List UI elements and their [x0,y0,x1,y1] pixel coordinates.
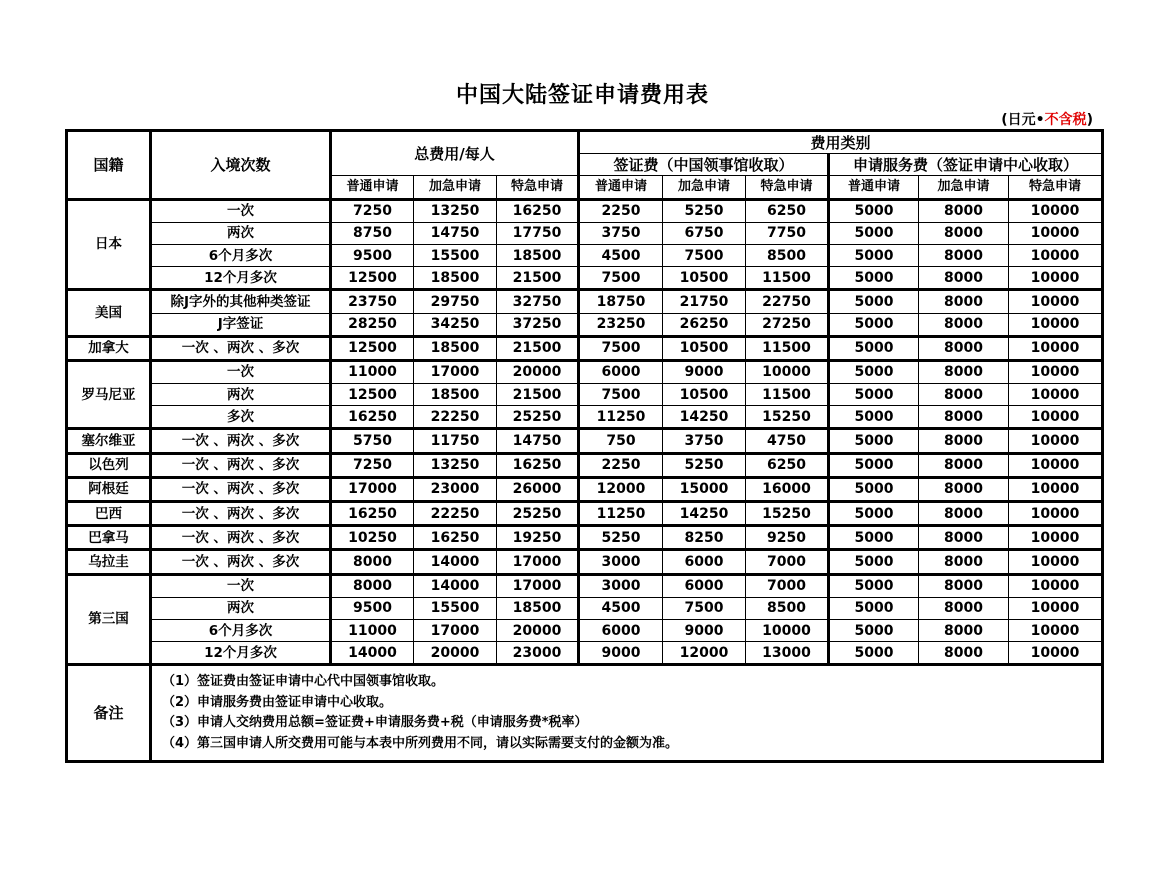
fee-cell: 5000 [829,267,919,290]
fee-cell: 10000 [1009,336,1103,360]
fee-cell: 10000 [1009,267,1103,290]
fee-cell: 6750 [663,222,746,244]
note-line-4: （4）第三国申请人所交费用可能与本表中所列费用不同，请以实际需要支付的金额为准。 [162,735,679,751]
country-cell: 罗马尼亚 [67,360,151,429]
table-row [67,502,1103,526]
fee-cell: 16250 [497,199,579,222]
fee-cell: 8000 [919,244,1009,266]
fee-cell: 750 [579,429,663,453]
fee-cell: 8000 [331,550,414,574]
fee-cell: 16250 [331,406,414,429]
fee-cell: 5000 [829,526,919,550]
fee-cell: 5000 [829,550,919,574]
fee-cell: 5000 [829,244,919,266]
fee-cell: 15250 [746,406,829,429]
entry-type-cell: 6个月多次 [151,244,331,266]
fee-cell: 11500 [746,384,829,406]
fee-cell: 16000 [746,477,829,501]
header-visa-express: 加急申请 [663,176,746,199]
fee-cell: 10000 [1009,406,1103,429]
fee-cell: 8000 [919,336,1009,360]
table-row [67,550,1103,574]
table-row [67,597,1103,619]
entry-type-cell: J字签证 [151,313,331,336]
fee-cell: 8000 [919,453,1009,477]
fee-cell: 8000 [919,526,1009,550]
header-service-normal: 普通申请 [829,176,919,199]
fee-cell: 12500 [331,267,414,290]
page-title: 中国大陆签证申请费用表 [455,83,709,108]
entry-type-cell: 两次 [151,597,331,619]
header-total-normal: 普通申请 [331,176,414,199]
entry-type-cell: 一次 [151,574,331,597]
country-cell: 日本 [67,199,151,290]
fee-cell: 6000 [579,619,663,641]
fee-cell: 5000 [829,222,919,244]
fee-cell: 12500 [331,336,414,360]
fee-cell: 14000 [331,642,414,665]
fee-cell: 7250 [331,453,414,477]
fee-cell: 10500 [663,267,746,290]
entry-type-cell: 12个月多次 [151,642,331,665]
fee-cell: 8000 [919,574,1009,597]
country-cell: 第三国 [67,574,151,665]
fee-cell: 23250 [579,313,663,336]
fee-cell: 10000 [746,619,829,641]
entry-type-cell: 多次 [151,406,331,429]
fee-cell: 14250 [663,406,746,429]
fee-cell: 37250 [497,313,579,336]
visa-fee-table [65,129,1104,763]
currency-prefix: (日元• [1001,112,1045,128]
fee-cell: 9000 [663,360,746,383]
country-cell: 以色列 [67,453,151,477]
fee-cell: 5000 [829,384,919,406]
fee-cell: 10500 [663,336,746,360]
fee-cell: 4500 [579,597,663,619]
header-service-express: 加急申请 [919,176,1009,199]
fee-cell: 18500 [414,384,497,406]
header-nationality: 国籍 [67,131,151,200]
fee-cell: 10000 [1009,313,1103,336]
country-cell: 加拿大 [67,336,151,360]
header-entries: 入境次数 [151,131,331,200]
entry-type-cell: 一次 、两次 、多次 [151,502,331,526]
table-row [67,453,1103,477]
fee-cell: 4750 [746,429,829,453]
fee-cell: 10000 [1009,360,1103,383]
fee-cell: 18500 [414,267,497,290]
fee-cell: 32750 [497,290,579,313]
fee-cell: 8500 [746,244,829,266]
fee-cell: 18500 [497,597,579,619]
fee-cell: 11000 [331,619,414,641]
fee-cell: 5000 [829,619,919,641]
fee-cell: 13000 [746,642,829,665]
fee-cell: 11250 [579,502,663,526]
fee-cell: 14750 [497,429,579,453]
fee-cell: 19250 [497,526,579,550]
fee-cell: 23000 [414,477,497,501]
fee-cell: 10000 [1009,429,1103,453]
fee-cell: 8000 [919,406,1009,429]
fee-cell: 16250 [331,502,414,526]
country-cell: 阿根廷 [67,477,151,501]
fee-cell: 8000 [331,574,414,597]
fee-cell: 8000 [919,360,1009,383]
fee-cell: 26250 [663,313,746,336]
fee-cell: 10000 [1009,550,1103,574]
header-service-fee: 申请服务费（签证申请中心收取） [829,154,1103,176]
fee-cell: 11500 [746,267,829,290]
fee-cell: 18500 [497,244,579,266]
fee-cell: 11750 [414,429,497,453]
entry-type-cell: 6个月多次 [151,619,331,641]
fee-cell: 6250 [746,453,829,477]
fee-cell: 8000 [919,290,1009,313]
country-cell: 巴拿马 [67,526,151,550]
fee-cell: 22250 [414,406,497,429]
fee-cell: 9000 [663,619,746,641]
fee-cell: 5000 [829,360,919,383]
fee-cell: 2250 [579,453,663,477]
fee-cell: 5250 [663,199,746,222]
fee-cell: 10000 [1009,642,1103,665]
fee-cell: 2250 [579,199,663,222]
table-row [67,619,1103,641]
fee-cell: 5750 [331,429,414,453]
fee-cell: 16250 [497,453,579,477]
fee-cell: 26000 [497,477,579,501]
fee-cell: 12000 [579,477,663,501]
fee-cell: 18500 [414,336,497,360]
fee-cell: 10250 [331,526,414,550]
fee-cell: 11500 [746,336,829,360]
note-line-1: （1）签证费由签证申请中心代中国领事馆收取。 [162,674,445,690]
country-cell: 美国 [67,290,151,336]
entry-type-cell: 一次 、两次 、多次 [151,429,331,453]
fee-cell: 8000 [919,477,1009,501]
header-visa-fee: 签证费（中国领事馆收取） [579,154,829,176]
fee-cell: 12500 [331,384,414,406]
fee-cell: 7000 [746,574,829,597]
fee-cell: 15250 [746,502,829,526]
entry-type-cell: 一次 [151,199,331,222]
fee-cell: 8000 [919,642,1009,665]
fee-cell: 3750 [663,429,746,453]
fee-cell: 18750 [579,290,663,313]
fee-cell: 14000 [414,574,497,597]
notes-label: 备注 [67,665,151,762]
fee-cell: 10000 [1009,290,1103,313]
fee-cell: 10000 [1009,384,1103,406]
table-row [67,406,1103,429]
table-row [67,336,1103,360]
entry-type-cell: 一次 、两次 、多次 [151,453,331,477]
fee-cell: 10000 [1009,244,1103,266]
fee-cell: 21750 [663,290,746,313]
fee-cell: 8750 [331,222,414,244]
fee-cell: 17000 [497,550,579,574]
fee-cell: 14250 [663,502,746,526]
fee-cell: 5000 [829,429,919,453]
fee-cell: 5000 [829,642,919,665]
fee-cell: 10000 [1009,619,1103,641]
fee-cell: 9500 [331,597,414,619]
header-total-express: 加急申请 [414,176,497,199]
fee-cell: 6000 [663,550,746,574]
fee-cell: 5000 [829,574,919,597]
fee-cell: 5000 [829,453,919,477]
fee-cell: 13250 [414,199,497,222]
fee-cell: 22250 [414,502,497,526]
fee-cell: 10000 [1009,453,1103,477]
fee-cell: 5000 [829,406,919,429]
tax-excluded-label: 不含税 [1044,112,1087,128]
fee-cell: 8000 [919,597,1009,619]
entry-type-cell: 除J字外的其他种类签证 [151,290,331,313]
fee-cell: 17000 [414,619,497,641]
fee-cell: 17000 [497,574,579,597]
fee-cell: 8000 [919,550,1009,574]
table-row [67,526,1103,550]
fee-cell: 14000 [414,550,497,574]
fee-cell: 12000 [663,642,746,665]
fee-cell: 29750 [414,290,497,313]
header-service-urgent: 特急申请 [1009,176,1103,199]
table-row [67,642,1103,665]
fee-cell: 7000 [746,550,829,574]
fee-cell: 7500 [663,597,746,619]
fee-cell: 9250 [746,526,829,550]
fee-cell: 7500 [579,267,663,290]
fee-cell: 10000 [1009,574,1103,597]
fee-cell: 7250 [331,199,414,222]
fee-cell: 8000 [919,199,1009,222]
fee-cell: 7500 [663,244,746,266]
fee-cell: 8000 [919,384,1009,406]
fee-cell: 5250 [579,526,663,550]
fee-cell: 7500 [579,336,663,360]
fee-cell: 20000 [497,360,579,383]
fee-cell: 10000 [1009,526,1103,550]
fee-cell: 5000 [829,597,919,619]
fee-cell: 8000 [919,222,1009,244]
fee-cell: 5000 [829,290,919,313]
table-row [67,429,1103,453]
fee-cell: 13250 [414,453,497,477]
fee-cell: 16250 [414,526,497,550]
table-body [67,199,1103,665]
fee-cell: 17000 [414,360,497,383]
fee-cell: 8000 [919,502,1009,526]
currency-note [1001,109,1093,129]
fee-cell: 6000 [579,360,663,383]
entry-type-cell: 一次 、两次 、多次 [151,526,331,550]
fee-cell: 10000 [1009,502,1103,526]
fee-cell: 20000 [414,642,497,665]
fee-cell: 23000 [497,642,579,665]
header-total-urgent: 特急申请 [497,176,579,199]
fee-cell: 21500 [497,384,579,406]
note-line-2: （2）申请服务费由签证申请中心收取。 [162,694,393,710]
fee-cell: 9000 [579,642,663,665]
fee-cell: 10000 [1009,477,1103,501]
entry-type-cell: 一次 、两次 、多次 [151,550,331,574]
fee-cell: 10500 [663,384,746,406]
currency-suffix: ) [1086,112,1093,128]
country-cell: 巴西 [67,502,151,526]
table-row [67,360,1103,383]
country-cell: 乌拉圭 [67,550,151,574]
header-visa-normal: 普通申请 [579,176,663,199]
fee-cell: 20000 [497,619,579,641]
table-row [67,290,1103,313]
fee-cell: 7750 [746,222,829,244]
fee-cell: 14750 [414,222,497,244]
fee-cell: 5000 [829,199,919,222]
table-row [67,313,1103,336]
fee-cell: 9500 [331,244,414,266]
fee-cell: 8000 [919,429,1009,453]
fee-cell: 6000 [663,574,746,597]
header-fee-category: 费用类别 [579,131,1103,154]
fee-cell: 25250 [497,406,579,429]
fee-cell: 6250 [746,199,829,222]
fee-cell: 4500 [579,244,663,266]
table-row [67,199,1103,222]
fee-cell: 15500 [414,597,497,619]
fee-cell: 15000 [663,477,746,501]
table-row [67,222,1103,244]
fee-cell: 3750 [579,222,663,244]
fee-cell: 17000 [331,477,414,501]
fee-cell: 8000 [919,313,1009,336]
fee-cell: 23750 [331,290,414,313]
fee-cell: 11000 [331,360,414,383]
entry-type-cell: 一次 、两次 、多次 [151,477,331,501]
fee-cell: 17750 [497,222,579,244]
fee-cell: 5000 [829,336,919,360]
fee-cell: 10000 [1009,222,1103,244]
table-header [67,131,1103,200]
fee-cell: 8500 [746,597,829,619]
entry-type-cell: 两次 [151,222,331,244]
fee-cell: 8250 [663,526,746,550]
fee-cell: 22750 [746,290,829,313]
fee-cell: 34250 [414,313,497,336]
fee-cell: 10000 [746,360,829,383]
table-row [67,244,1103,266]
fee-cell: 11250 [579,406,663,429]
header-total: 总费用/每人 [331,131,579,176]
notes-content [151,665,1103,762]
fee-cell: 8000 [919,267,1009,290]
notes-section [67,665,1103,762]
entry-type-cell: 12个月多次 [151,267,331,290]
fee-cell: 8000 [919,619,1009,641]
fee-cell: 21500 [497,336,579,360]
header-visa-urgent: 特急申请 [746,176,829,199]
fee-cell: 28250 [331,313,414,336]
country-cell: 塞尔维亚 [67,429,151,453]
fee-cell: 5250 [663,453,746,477]
fee-cell: 7500 [579,384,663,406]
entry-type-cell: 一次 、两次 、多次 [151,336,331,360]
fee-cell: 5000 [829,502,919,526]
table-row [67,477,1103,501]
fee-cell: 3000 [579,574,663,597]
fee-cell: 27250 [746,313,829,336]
fee-cell: 3000 [579,550,663,574]
fee-cell: 15500 [414,244,497,266]
fee-cell: 25250 [497,502,579,526]
fee-cell: 10000 [1009,597,1103,619]
fee-cell: 5000 [829,313,919,336]
table-row [67,574,1103,597]
table-row [67,384,1103,406]
entry-type-cell: 两次 [151,384,331,406]
fee-cell: 21500 [497,267,579,290]
fee-cell: 5000 [829,477,919,501]
table-row [67,267,1103,290]
fee-cell: 10000 [1009,199,1103,222]
entry-type-cell: 一次 [151,360,331,383]
note-line-3: （3）申请人交纳费用总额=签证费+申请服务费+税（申请服务费*税率） [162,715,588,731]
